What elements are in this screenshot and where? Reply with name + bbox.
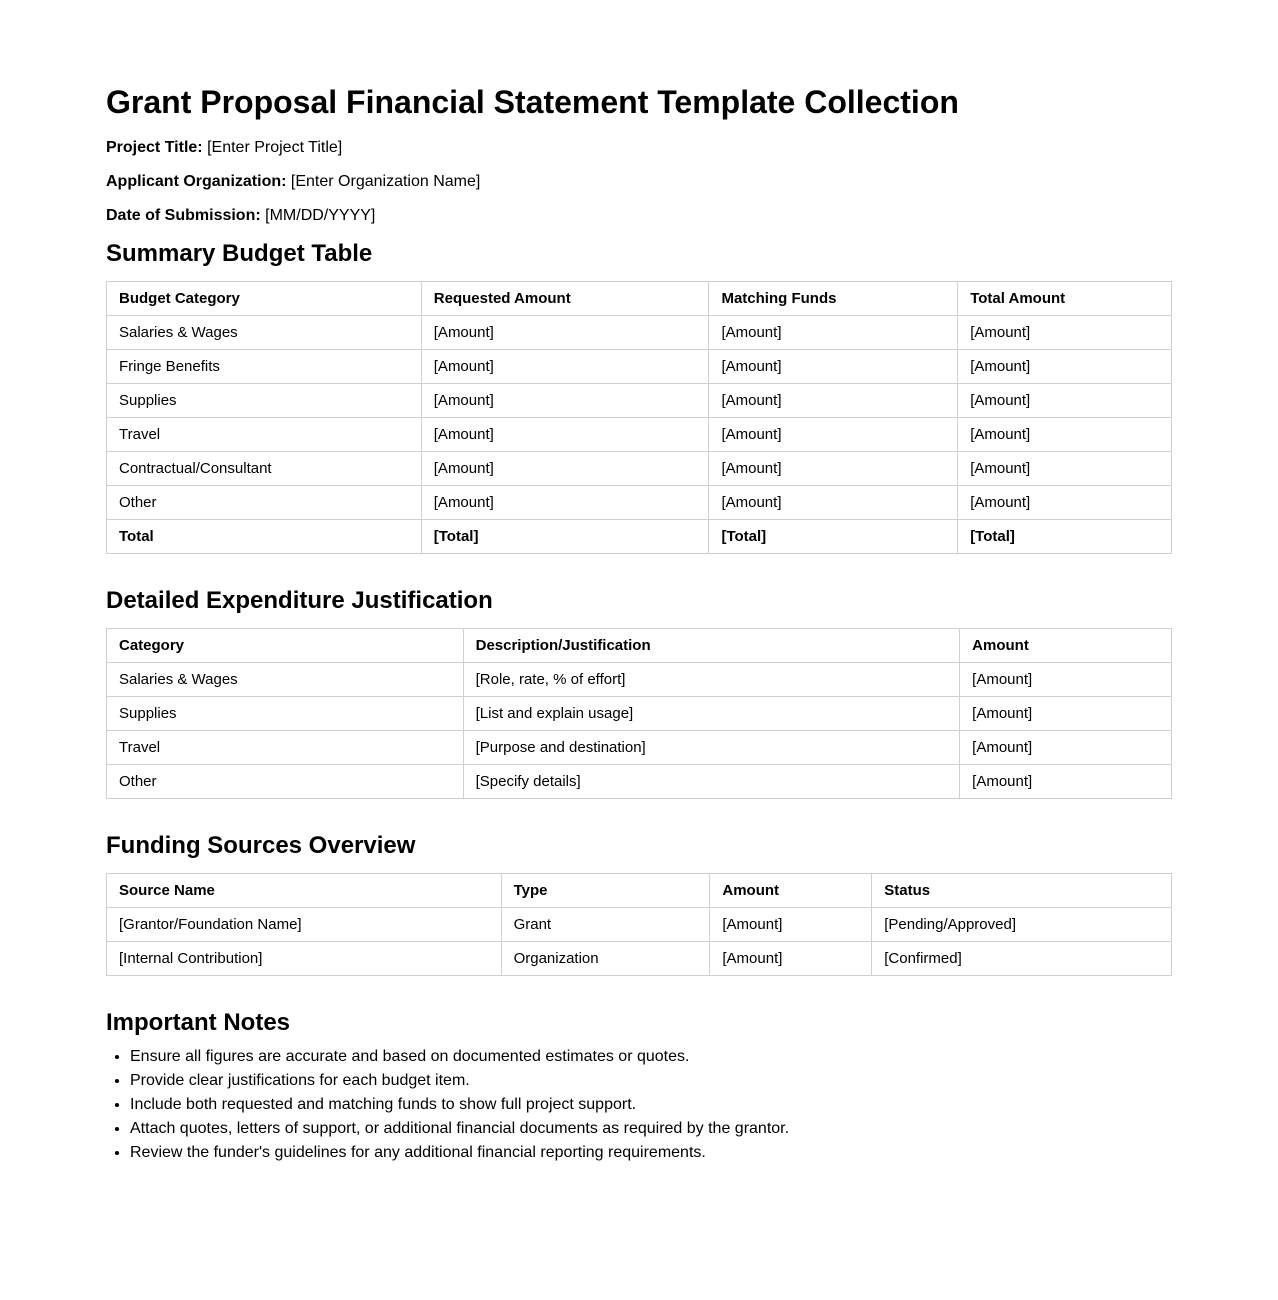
table-row — [107, 486, 1172, 520]
table-cell: Travel — [107, 731, 464, 765]
table-cell: [Amount] — [421, 486, 709, 520]
table-cell: [Amount] — [958, 350, 1172, 384]
table-row — [107, 731, 1172, 765]
column-header: Amount — [710, 874, 872, 908]
table-cell: Other — [107, 486, 422, 520]
column-header: Budget Category — [107, 282, 422, 316]
meta-value: [Enter Project Title] — [207, 139, 343, 156]
summary-heading: Summary Budget Table — [106, 240, 373, 267]
meta-applicant-organization — [106, 172, 1172, 192]
meta-value: [MM/DD/YYYY] — [265, 207, 376, 224]
detailed-heading: Detailed Expenditure Justification — [106, 587, 493, 614]
table-cell: [Internal Contribution] — [107, 942, 502, 976]
table-cell: Grant — [501, 908, 710, 942]
table-cell: [Amount] — [958, 384, 1172, 418]
table-cell: [Amount] — [958, 486, 1172, 520]
table-cell: [Total] — [421, 520, 709, 554]
funding-heading: Funding Sources Overview — [106, 832, 416, 859]
table-cell: Other — [107, 765, 464, 799]
table-cell: [Amount] — [958, 316, 1172, 350]
table-header-row — [107, 874, 1172, 908]
table-row — [107, 908, 1172, 942]
table-cell: [Amount] — [709, 316, 958, 350]
table-row — [107, 452, 1172, 486]
total-row — [107, 520, 1172, 554]
table-cell: [Amount] — [421, 316, 709, 350]
table-cell: [Amount] — [960, 765, 1172, 799]
table-cell: Salaries & Wages — [107, 316, 422, 350]
table-cell: [Amount] — [958, 418, 1172, 452]
funding-sources-table — [106, 873, 1172, 976]
table-cell: [Amount] — [709, 452, 958, 486]
column-header: Category — [107, 629, 464, 663]
table-cell: [Total] — [958, 520, 1172, 554]
table-cell: Total — [107, 520, 422, 554]
table-cell: [Amount] — [710, 942, 872, 976]
column-header: Description/Justification — [463, 629, 960, 663]
table-cell: [Total] — [709, 520, 958, 554]
meta-date-of-submission — [106, 206, 1172, 226]
table-cell: [Grantor/Foundation Name] — [107, 908, 502, 942]
table-cell: [Amount] — [960, 663, 1172, 697]
meta-value: [Enter Organization Name] — [290, 173, 481, 190]
list-item: • Review the funder's guidelines for any additional financial reporting requirements. — [130, 1141, 1172, 1165]
list-item: • Provide clear justifications for each budget item. — [130, 1069, 1172, 1093]
table-cell: [Amount] — [421, 350, 709, 384]
table-row — [107, 765, 1172, 799]
column-header: Status — [872, 874, 1172, 908]
table-cell: Supplies — [107, 384, 422, 418]
meta-label: Date of Submission: — [106, 207, 261, 224]
table-row — [107, 663, 1172, 697]
meta-label: Applicant Organization: — [106, 173, 287, 190]
table-header-row — [107, 282, 1172, 316]
notes-heading: Important Notes — [106, 1009, 291, 1036]
column-header: Amount — [960, 629, 1172, 663]
table-cell: [Amount] — [710, 908, 872, 942]
column-header: Type — [501, 874, 710, 908]
meta-label: Project Title: — [106, 139, 203, 156]
table-cell: [Amount] — [709, 418, 958, 452]
table-cell: Salaries & Wages — [107, 663, 464, 697]
list-item: • Include both requested and matching funds to show full project support. — [130, 1093, 1172, 1117]
meta-project-title — [106, 138, 1172, 158]
table-cell: [Role, rate, % of effort] — [463, 663, 960, 697]
list-item: • Ensure all figures are accurate and based on documented estimates or quotes. — [130, 1045, 1172, 1069]
table-cell: [List and explain usage] — [463, 697, 960, 731]
table-cell: Supplies — [107, 697, 464, 731]
table-cell: [Amount] — [709, 384, 958, 418]
table-header-row — [107, 629, 1172, 663]
column-header: Source Name — [107, 874, 502, 908]
column-header: Total Amount — [958, 282, 1172, 316]
table-cell: [Amount] — [960, 697, 1172, 731]
table-row — [107, 384, 1172, 418]
table-cell: [Pending/Approved] — [872, 908, 1172, 942]
table-cell: [Amount] — [709, 350, 958, 384]
table-cell: Fringe Benefits — [107, 350, 422, 384]
table-cell: Contractual/Consultant — [107, 452, 422, 486]
table-cell: [Amount] — [709, 486, 958, 520]
table-cell: [Amount] — [958, 452, 1172, 486]
table-cell: Organization — [501, 942, 710, 976]
notes-list — [106, 1045, 1172, 1165]
detailed-expenditure-table — [106, 628, 1172, 799]
table-cell: [Amount] — [421, 452, 709, 486]
page-title: Grant Proposal Financial Statement Template Collection — [106, 84, 959, 120]
table-cell: [Amount] — [421, 418, 709, 452]
summary-budget-table — [106, 281, 1172, 554]
table-cell: [Confirmed] — [872, 942, 1172, 976]
table-cell: Travel — [107, 418, 422, 452]
table-cell: [Specify details] — [463, 765, 960, 799]
table-row — [107, 350, 1172, 384]
table-row — [107, 697, 1172, 731]
list-item: • Attach quotes, letters of support, or additional financial documents as required by the grantor. — [130, 1117, 1172, 1141]
table-cell: [Purpose and destination] — [463, 731, 960, 765]
table-cell: [Amount] — [960, 731, 1172, 765]
table-row — [107, 942, 1172, 976]
table-cell: [Amount] — [421, 384, 709, 418]
column-header: Matching Funds — [709, 282, 958, 316]
table-row — [107, 418, 1172, 452]
column-header: Requested Amount — [421, 282, 709, 316]
table-row — [107, 316, 1172, 350]
